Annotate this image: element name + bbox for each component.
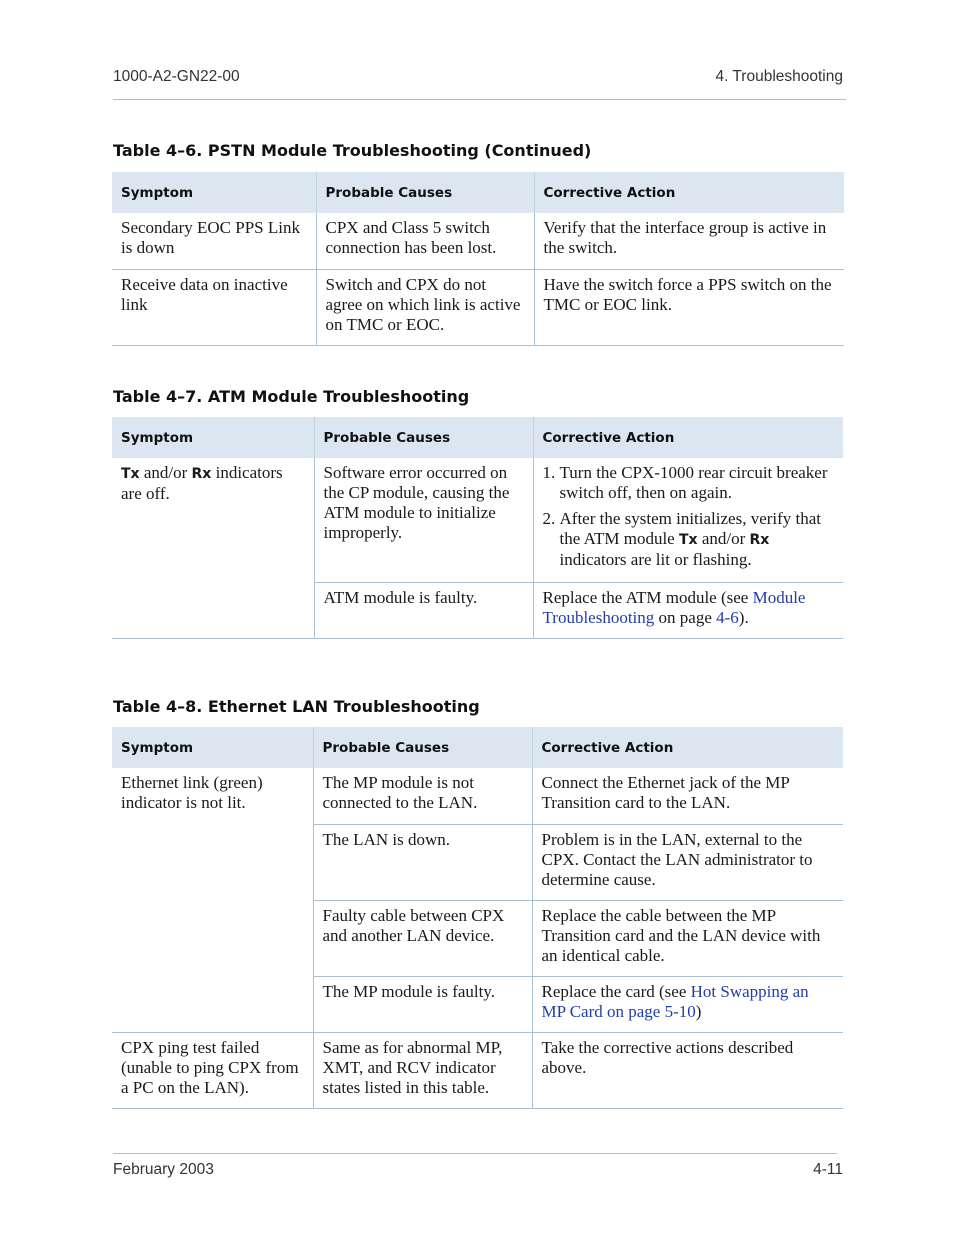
step-number: 1.	[542, 463, 556, 482]
footer-rule	[113, 1153, 837, 1154]
action-cell	[532, 976, 843, 1032]
action-cell	[533, 458, 843, 582]
section-title: 4. Troubleshooting	[715, 68, 843, 85]
header-rule	[113, 99, 846, 100]
hot-swapping-mp-card-link[interactable]: Hot Swapping an MP Card on page 5-10	[541, 981, 809, 1021]
column-header-symptom: Symptom	[112, 172, 316, 213]
table-4-7	[112, 417, 843, 639]
action-text: on page	[654, 607, 717, 627]
tx-indicator-label: Tx	[121, 466, 140, 482]
module-troubleshooting-link[interactable]: Module Troubleshooting	[542, 587, 806, 627]
cause-cell: The MP module is not connected to the LAN.	[313, 768, 532, 824]
symptom-cell: Secondary EOC PPS Link is down	[121, 218, 300, 257]
table-row	[112, 213, 844, 269]
column-header-corrective-action: Corrective Action	[533, 417, 843, 458]
symptom-cell	[112, 458, 314, 638]
symptom-text: indicators are off.	[121, 463, 283, 503]
page-header	[113, 68, 843, 86]
table-row	[112, 768, 843, 824]
step-number: 2.	[542, 509, 556, 528]
table-row	[112, 458, 843, 582]
page-number: 4-11	[813, 1161, 843, 1178]
action-cell: Replace the cable between the MP Transition card and the LAN device with an identical cable.	[532, 900, 843, 976]
symptom-cell: CPX ping test failed (unable to ping CPX from a PC on the LAN).	[112, 1032, 313, 1108]
action-text: ).	[738, 607, 749, 627]
action-text: Replace the ATM module (see	[542, 587, 753, 607]
step-text: indicators are lit or flashing.	[559, 550, 752, 569]
table-4-6-caption: Table 4–6. PSTN Module Troubleshooting (Continued)	[113, 141, 592, 160]
footer-date: February 2003	[113, 1161, 214, 1178]
cause-cell: Faulty cable between CPX and another LAN device.	[313, 900, 532, 976]
action-cell	[533, 582, 843, 638]
column-header-symptom: Symptom	[112, 417, 314, 458]
table-4-7-caption: Table 4–7. ATM Module Troubleshooting	[113, 387, 470, 406]
document-id: 1000-A2-GN22-00	[113, 68, 240, 85]
column-header-symptom: Symptom	[112, 727, 313, 768]
list-item	[543, 509, 835, 570]
column-header-probable-causes: Probable Causes	[313, 727, 532, 768]
tx-indicator-label: Tx	[678, 532, 698, 548]
page-4-6-link[interactable]: 4-6	[716, 607, 739, 627]
table-4-8-caption: Table 4–8. Ethernet LAN Troubleshooting	[113, 697, 480, 716]
action-cell: Problem is in the LAN, external to the CPX. Contact the LAN administrator to determine cause.	[532, 824, 843, 900]
page-footer	[113, 1161, 843, 1179]
action-cell: Connect the Ethernet jack of the MP Transition card to the LAN.	[532, 768, 843, 824]
symptom-cell: Receive data on inactive link	[112, 269, 316, 345]
cause-cell: Switch and CPX do not agree on which link is active on TMC or EOC.	[316, 269, 534, 345]
column-header-corrective-action: Corrective Action	[532, 727, 843, 768]
table-row	[112, 1032, 843, 1108]
action-cell: Verify that the interface group is active in the switch.	[534, 213, 844, 269]
cause-cell: The MP module is faulty.	[313, 976, 532, 1032]
rx-indicator-label: Rx	[749, 532, 770, 548]
step-text: and/or	[697, 529, 750, 548]
cause-cell: The LAN is down.	[313, 824, 532, 900]
list-item	[543, 463, 835, 503]
steps-list	[543, 463, 835, 570]
table-row	[112, 269, 844, 345]
step-text: After the system initializes, verify that the ATM module	[559, 509, 822, 548]
cause-cell: Same as for abnormal MP, XMT, and RCV indicator states listed in this table.	[313, 1032, 532, 1108]
step-text: Turn the CPX-1000 rear circuit breaker switch off, then on again.	[559, 463, 828, 502]
symptom-text: and/or	[139, 463, 192, 482]
action-text: Replace the card (see	[541, 981, 691, 1001]
action-cell: Take the corrective actions described above.	[532, 1032, 843, 1108]
action-cell: Have the switch force a PPS switch on the TMC or EOC link.	[534, 269, 844, 345]
table-4-6	[112, 172, 844, 346]
action-text: )	[695, 1001, 702, 1021]
column-header-probable-causes: Probable Causes	[316, 172, 534, 213]
rx-indicator-label: Rx	[191, 466, 212, 482]
table-4-8	[112, 727, 843, 1109]
column-header-probable-causes: Probable Causes	[314, 417, 533, 458]
cause-cell: ATM module is faulty.	[314, 582, 533, 638]
cause-cell: Software error occurred on the CP module, causing the ATM module to initialize improperly.	[314, 458, 533, 582]
symptom-cell: Ethernet link (green) indicator is not lit.	[112, 768, 313, 1032]
column-header-corrective-action: Corrective Action	[534, 172, 844, 213]
cause-cell: CPX and Class 5 switch connection has been lost.	[316, 213, 534, 269]
